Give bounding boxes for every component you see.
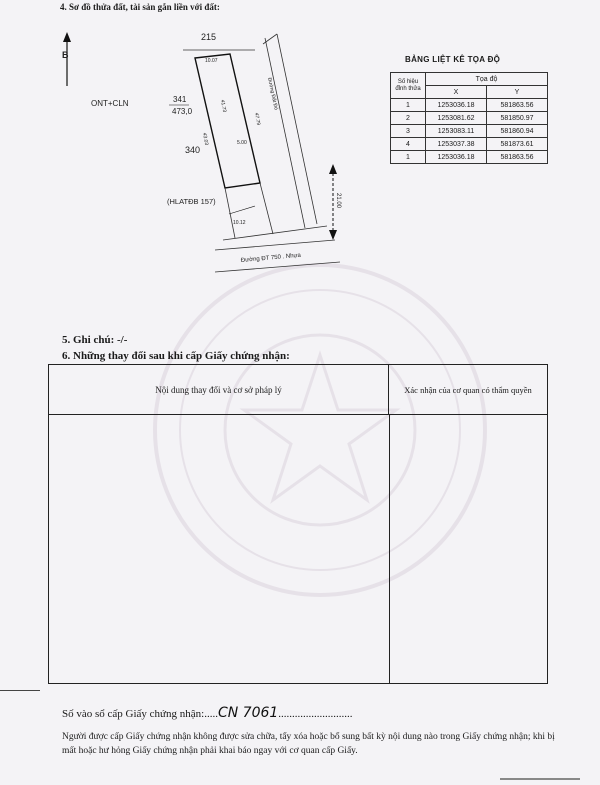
coord-x: 1253083.11 — [426, 125, 487, 138]
section-6-title: 6. Những thay đổi sau khi cấp Giấy chứng nhận: — [62, 350, 290, 362]
parcel-number: 341 — [173, 95, 187, 104]
coord-table-title: BẢNG LIỆT KÊ TỌA ĐỘ — [405, 55, 501, 64]
parcel-outline — [195, 54, 260, 188]
margin-line — [0, 690, 40, 691]
dim-top: 10.07 — [205, 58, 218, 64]
coord-x: 1253036.18 — [426, 99, 487, 112]
coord-y: 581873.61 — [487, 138, 548, 151]
col-x-header: X — [426, 86, 487, 99]
section-4-title: 4. Sơ đồ thửa đất, tài sản gắn liền với đất: — [60, 2, 220, 12]
registry-label: Số vào sổ cấp Giấy chứng nhận: — [62, 708, 205, 720]
table-row — [391, 138, 548, 151]
coord-table — [390, 72, 548, 164]
registry-number: CN 7061 — [217, 705, 279, 721]
point-id: 3 — [391, 125, 426, 138]
col-point-header: Số hiệu đỉnh thửa — [391, 73, 426, 99]
point-id: 1 — [391, 151, 426, 164]
dim-side: 21.00 — [335, 193, 341, 209]
coord-y: 581850.97 — [487, 112, 548, 125]
section-5-title: 5. Ghi chú: -/- — [62, 334, 128, 346]
bottom-mark — [500, 778, 580, 780]
changes-table — [48, 364, 548, 684]
registry-line: Số vào sổ cấp Giấy chứng nhận:.....CN 7061........................... — [62, 705, 353, 721]
parcel-map — [55, 28, 375, 278]
changes-col-content: Nội dung thay đổi và cơ sở pháp lý — [49, 365, 389, 415]
dim-left: 43.03 — [201, 132, 210, 146]
point-id: 2 — [391, 112, 426, 125]
dim-inner-right: 5.00 — [237, 140, 247, 146]
inner-road-label: Đường Đất Đỏ — [266, 77, 279, 111]
coord-y: 581863.56 — [487, 99, 548, 112]
north-label: B — [62, 50, 69, 60]
parcel-215-label: 215 — [201, 32, 217, 42]
table-row — [391, 151, 548, 164]
table-row — [391, 125, 548, 138]
changes-divider — [389, 415, 390, 683]
coord-x: 1253036.18 — [426, 151, 487, 164]
coord-x: 1253037.38 — [426, 138, 487, 151]
changes-col-approval: Xác nhận của cơ quan có thẩm quyền — [389, 365, 547, 415]
parcel-area: 473,0 — [172, 107, 193, 116]
coord-y: 581863.56 — [487, 151, 548, 164]
col-y-header: Y — [487, 86, 548, 99]
hla-label: (HLATĐB 157) — [167, 197, 216, 206]
north-arrow-head — [63, 32, 71, 42]
coord-y: 581860.94 — [487, 125, 548, 138]
coord-x: 1253081.62 — [426, 112, 487, 125]
parcel-340-label: 340 — [185, 145, 201, 155]
dim-inner-left: 41.73 — [219, 99, 228, 113]
dim-right: 47.79 — [253, 112, 262, 126]
point-id: 1 — [391, 99, 426, 112]
owner-label: ONT+CLN — [91, 99, 129, 108]
table-row — [391, 112, 548, 125]
point-id: 4 — [391, 138, 426, 151]
road-label: Đường ĐT 750 . Nhựa — [240, 252, 302, 264]
table-row — [391, 99, 548, 112]
dim-bottom: 10.12 — [233, 220, 246, 226]
col-coord-header: Tọa độ — [426, 73, 548, 86]
certificate-note: Người được cấp Giấy chứng nhận không được sửa chữa, tẩy xóa hoặc bổ sung bất kỳ nội dung nào trong Giấy chứng nhận; khi bị mất hoặc hư hỏng Giấy chứng nhận phải khai báo ngay với cơ quan cấp Giấy. — [62, 732, 555, 756]
